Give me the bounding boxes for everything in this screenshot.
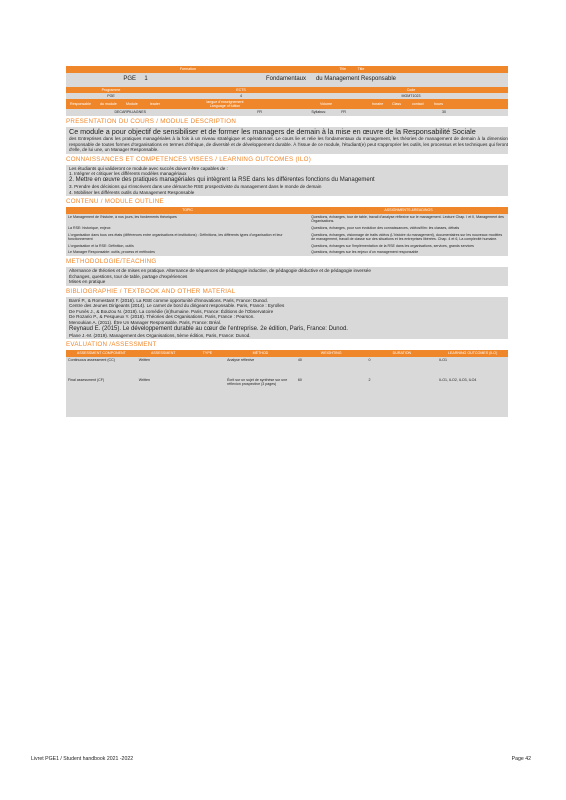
readings-cell: Questions, échanges sur l'implémentation de la RSE dans les organisations, services, grands services: [311, 243, 474, 248]
evaluation-title: EVALUATION /ASSESSMENT: [66, 341, 157, 349]
eval-method: Écrit sur un sujet de synthèse sur une réflexion prospective (3 pages): [227, 377, 288, 387]
eval-component: Continuous assessment (CC): [68, 357, 115, 362]
methodology-line: Échanges, questions, tour de table, partage d'expériences: [69, 273, 188, 279]
ects-value: 4: [240, 93, 242, 98]
eval-header: ASSESSMENT: [150, 351, 176, 356]
programme-label-row: [66, 87, 508, 93]
hours-value: 30: [442, 110, 446, 115]
table-row: [66, 357, 508, 377]
bibliography-item: De Rozario P., & Pesqueux Y. (2018). Théories des Organisations. Paris, France : Pearson.: [69, 314, 255, 320]
eval-header: LEARNING OUTCOMES (ILO): [447, 351, 498, 356]
bibliography-title: BIBLIOGRAPHIE / TEXTBOOK AND OTHER MATERIAL: [66, 287, 236, 295]
hours-label: hours: [434, 101, 443, 106]
syllabus-page: [66, 66, 508, 417]
eval-header: WEIGHTING: [320, 351, 342, 356]
eval-weighting: 60: [297, 377, 302, 382]
course-title-part1: Fondamentaux: [265, 76, 306, 83]
topic-cell: Le Management de l'histoire, à nos jours, les fondements théoriques: [68, 214, 177, 219]
readings-cell: Questions, échanges, visionnage de traits vidéos (L'histoire du management), documentaires sur les nouveaux modèles de management, travail de classe sur des situations et les entreprises libérées. Chap. 4 et 6, La complexité humaine.: [311, 232, 503, 242]
language-value: FR: [257, 110, 262, 115]
eval-weighting: 40: [297, 357, 302, 362]
objective-item: 4. Mobiliser les différents outils du Management Responsable: [69, 189, 195, 195]
eval-type: [190, 357, 225, 377]
readings-cell: Questions, échanges sur les enjeux d'un management responsable: [311, 250, 419, 255]
bibliography-block: [66, 297, 508, 340]
readings-cell: Questions, échanges, pour son évolution des connaissances, vidéos/film: les classes, débats: [311, 225, 460, 230]
ects-label: ECTS: [236, 87, 246, 92]
program-year: 1: [144, 76, 148, 83]
contact-label: contact: [412, 101, 424, 106]
methodology-block: [66, 267, 508, 286]
eval-ilo: ILO1: [439, 357, 448, 362]
table-row: [66, 232, 508, 243]
responsable-value: DECARPILIAGNES: [114, 110, 146, 115]
presentation-body: des Entreprises dans les pratiques managériales à la fois à un niveau stratégique et opérationnel. Le cours lie et relie les fondamentaux du management, les théories de management de demain à la dimension responsable de toutes formes d'organisations en termes d'éthique, de diversité et de développement durable. À l'issue de ce module, l'étudiant(e) peut s'approprier les outils, les processus et les techniques qui feront d'elle, de lui une, un Manager Responsable.: [69, 136, 508, 153]
page-footer: [31, 756, 531, 762]
content-header-row: [66, 207, 508, 214]
course-title-part2: du Management Responsable: [315, 76, 397, 83]
programme-value-row: [66, 93, 508, 99]
eval-header: ASSESSMENT COMPONENT: [76, 351, 126, 356]
horaire-label: horaire: [372, 101, 384, 106]
content-title: CONTENU / MODULE OUTLINE: [66, 198, 164, 206]
class-label: Class: [392, 101, 401, 106]
bibliography-item: Plane J.-M. (2019). Management des Organisations, 5ème édition, Paris, France: Dunod.: [69, 332, 251, 338]
table-row: [66, 243, 508, 250]
bibliography-item: Reynaud E. (2015). Le développement durable au cœur de l'entreprise. 2e édition, Paris, France: Dunod.: [69, 325, 348, 332]
table-row: [66, 214, 508, 225]
volume-label: Volume: [320, 101, 332, 106]
syllabus-language: FR: [341, 110, 346, 115]
methodology-line: Alternance de théories et de mises en pratique. Alternance de séquences de pédagogie inductive, de pédagogie déductive et de pédagogie inversée: [69, 267, 371, 273]
eval-ilo: ILO1, ILO2, ILO3, ILO4: [439, 377, 477, 382]
content-table: [66, 207, 508, 256]
syllabus-label: Syllabus:: [311, 110, 326, 115]
programme-label: Programme: [101, 87, 121, 92]
evaluation-table: [66, 350, 508, 417]
programme-value: PGE: [107, 93, 115, 98]
eval-assessment: Written: [138, 357, 151, 362]
bibliography-item: Barré P., & Romestant F. (2016). La RSE comme opportunité d'innovations. Paris, France: Dunod.: [69, 297, 268, 303]
readings-header: ASSIGNMENTS &READINGS: [384, 208, 433, 213]
formation-label: Formation: [179, 67, 196, 72]
language-label: langue d'enseignement Language of tuition: [206, 100, 244, 108]
eval-header: TYPE: [202, 351, 213, 356]
code-value: MGMT1023: [401, 93, 421, 98]
topic-header: TOPIC: [182, 208, 193, 213]
objectives-title: CONNAISSANCES ET COMPETENCES VISEES / LEARNING OUTCOMES (ILO): [66, 155, 312, 163]
eval-header: DURATION: [392, 351, 412, 356]
methodology-title: METHODOLOGIE/TEACHING: [66, 257, 157, 265]
code-label: Code: [406, 87, 416, 92]
eval-component: Final assessment (CF): [68, 377, 105, 382]
course-title-row: [66, 73, 508, 87]
eval-type: [190, 377, 225, 417]
table-row: [66, 225, 508, 232]
table-row: [66, 377, 508, 417]
responsable-label-row: [66, 99, 508, 109]
eval-assessment: Written: [138, 377, 151, 382]
eval-header: MÉTHOD: [252, 351, 269, 356]
module-label-en: Module: [126, 101, 138, 106]
module-label: du module: [100, 101, 117, 106]
evaluation-header-row: [66, 350, 508, 357]
objective-item: 1. Intégrer et critiquer les différents modèles managériaux: [69, 171, 187, 177]
topic-cell: La RSE: historique, enjeux: [68, 225, 111, 230]
program-name: PGE: [123, 76, 136, 83]
presentation-first-line: Ce module a pour objectif de sensibiliser et de former les managers de demain à la mise en œuvre de la Responsabilité Sociale: [69, 127, 476, 136]
topic-cell: L'organisation et la RSE: Définition, outils: [68, 243, 134, 248]
objectives-intro: Les étudiants qui valideront ce module avec succès doivent être capables de :: [69, 165, 228, 171]
topic-cell: L'organisation dans tous ces états (différences entre organisations et institutions) : Définitions, les différents types d'organisation et leur fonctionnement: [68, 232, 283, 242]
leader-label: leader: [150, 101, 160, 106]
eval-method: Analyse réflexive: [227, 357, 255, 362]
eval-duration: 0: [368, 357, 371, 362]
presentation-title: PRESENTATION DU COURS / MODULE DESCRIPTION: [66, 118, 237, 125]
title-label: Title: [339, 67, 346, 72]
readings-cell: Questions, échanges, tour de table, travail d'analyse réflexive sur le management. Lecture Chap. I et II, Management des Organisations.: [311, 214, 504, 224]
title-label-2: Title: [357, 67, 365, 72]
responsable-value-row: [66, 109, 508, 116]
footer-page-number: Page 42: [511, 756, 531, 762]
presentation-block: [66, 127, 508, 154]
eval-duration: 2: [368, 377, 371, 382]
objective-item: 2. Mettre en œuvre des pratiques managériales qui intègrent la RSE dans les différentes fonctions du Management: [69, 176, 375, 183]
objective-item: 3. Prendre des décisions qui s'inscrivent dans une démarche RSE prospectiviste du management dans le monde de demain: [69, 183, 322, 189]
objectives-block: [66, 165, 508, 196]
topic-cell: Le Manager Responsable: outils, process et méthodes: [68, 250, 155, 255]
table-row: [66, 249, 508, 256]
methodology-line: Mises en pratique: [69, 279, 106, 285]
bibliography-item: Menoukian A. (2011). Être Un Manager Responsable. Paris, France: Bréal.: [69, 320, 222, 326]
bibliography-item: De Funès J., & Bouzou N. (2018). La comédie (in)humaine. Paris, France: Éditions de l'Observatoire: [69, 308, 274, 314]
bibliography-item: Centre des Jeunes Dirigeants (2014). Le carnet de bord du dirigeant responsable. Paris, France : Eyrolles: [69, 303, 285, 309]
header-label-row: [66, 66, 508, 73]
responsable-label: Responsable: [70, 101, 91, 106]
footer-handbook: Livret PGE1 / Student handbook 2021 -2022: [31, 756, 134, 762]
